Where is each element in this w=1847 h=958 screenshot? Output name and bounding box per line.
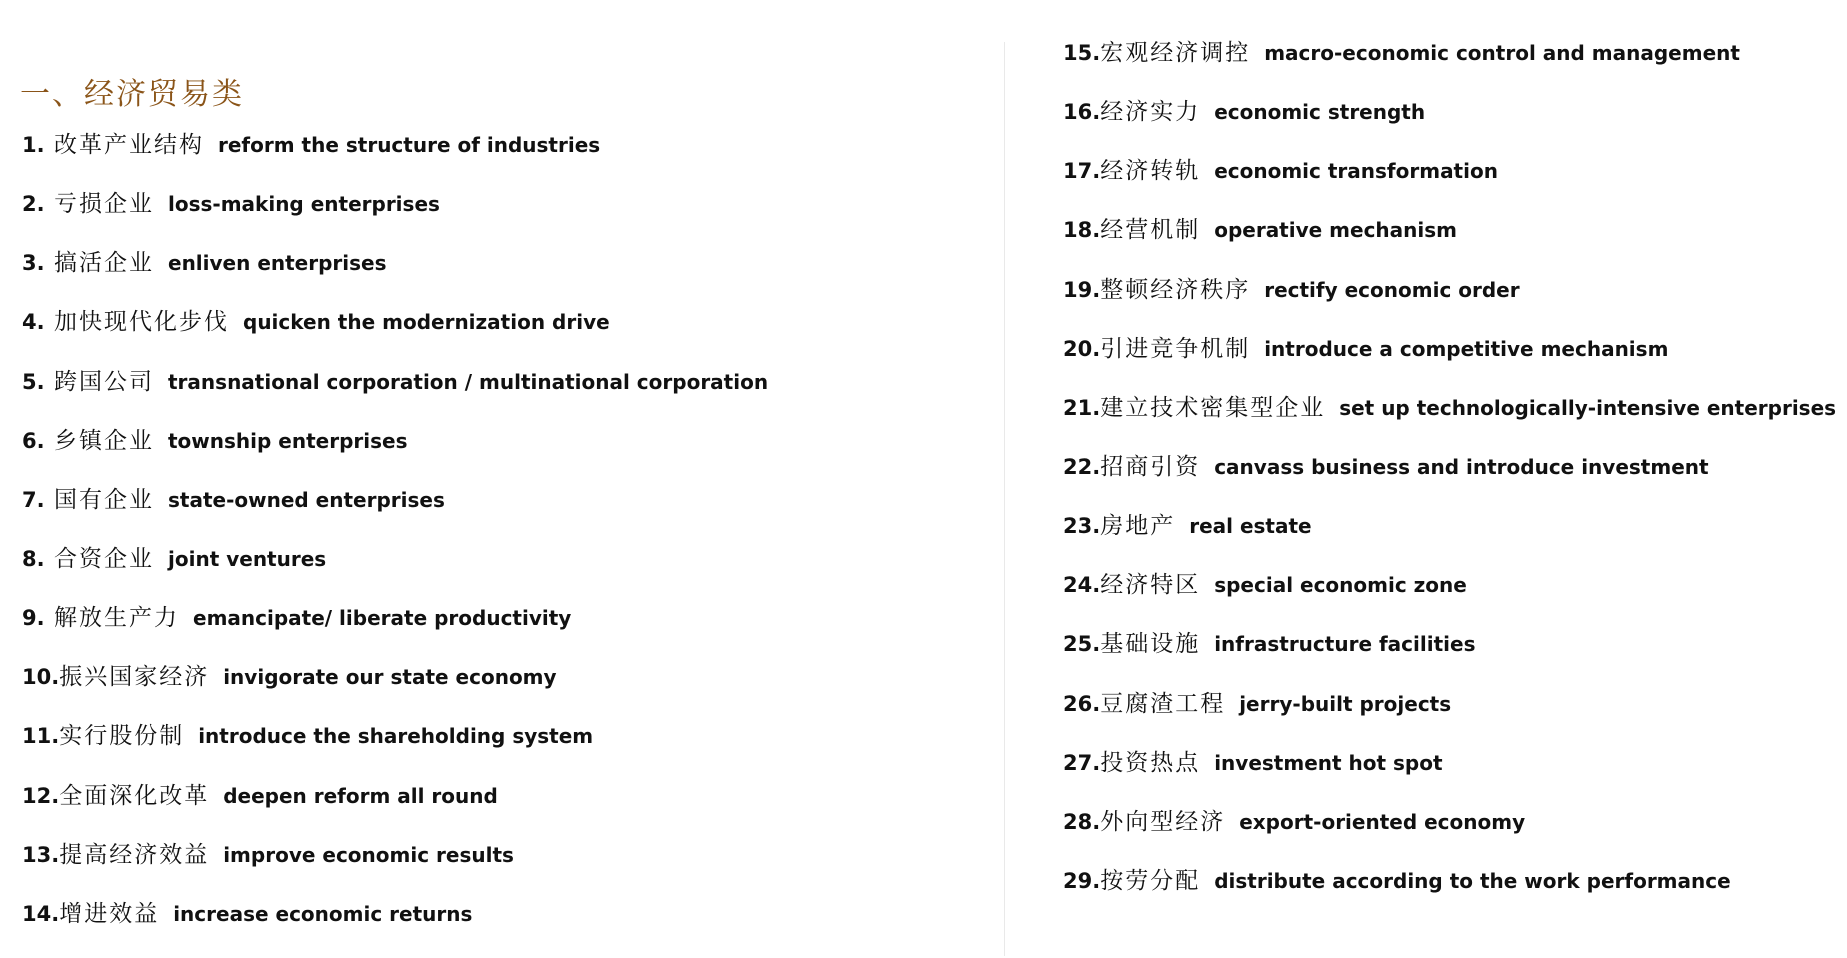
term-number: 14. [22, 901, 60, 926]
term-item [1063, 570, 1836, 629]
term-english: increase economic returns [173, 901, 473, 926]
term-english: economic transformation [1214, 159, 1498, 184]
term-item [22, 367, 768, 426]
term-number: 8. [22, 546, 45, 571]
term-item [22, 662, 768, 721]
term-number: 15. [1063, 41, 1101, 65]
term-english: infrastructure facilities [1214, 632, 1476, 657]
term-chinese: 按劳分配 [1100, 867, 1201, 894]
term-number: 19. [1063, 277, 1101, 302]
term-english: canvass business and introduce investment [1214, 454, 1709, 479]
term-item [22, 603, 768, 662]
term-chinese: 建立技术密集型企业 [1100, 394, 1326, 421]
term-english: transnational corporation / multinational corporation [168, 369, 769, 394]
term-number: 27. [1063, 750, 1101, 775]
term-chinese: 整顿经济秩序 [1100, 276, 1251, 303]
term-english: macro-economic control and management [1264, 41, 1740, 65]
term-item [22, 189, 768, 248]
term-english: reform the structure of industries [218, 133, 601, 157]
term-english: introduce a competitive mechanism [1264, 336, 1669, 361]
term-english: introduce the shareholding system [198, 724, 594, 749]
term-number: 1. [22, 133, 45, 157]
term-chinese: 改革产业结构 [54, 132, 204, 158]
term-english: export-oriented economy [1239, 809, 1526, 834]
term-number: 29. [1063, 868, 1101, 893]
term-chinese: 经济转轨 [1100, 158, 1201, 185]
term-item [1063, 38, 1836, 97]
term-chinese: 国有企业 [54, 486, 154, 513]
term-chinese: 增进效益 [59, 900, 160, 927]
term-chinese: 经营机制 [1100, 217, 1201, 244]
term-number: 5. [22, 369, 45, 394]
term-list-right [1063, 38, 1836, 925]
term-item [22, 721, 768, 780]
term-english: loss-making enterprises [168, 192, 440, 217]
term-chinese: 经济实力 [1100, 99, 1201, 126]
term-english: distribute according to the work performance [1214, 868, 1731, 893]
term-item [1063, 866, 1836, 925]
term-chinese: 招商引资 [1100, 453, 1201, 480]
term-number: 11. [22, 724, 60, 749]
term-item [1063, 97, 1836, 156]
term-number: 4. [22, 310, 45, 335]
term-chinese: 亏损企业 [54, 191, 154, 218]
term-item [1063, 215, 1836, 274]
term-chinese: 解放生产力 [54, 605, 179, 632]
term-item [1063, 452, 1836, 511]
term-item [1063, 807, 1836, 866]
term-chinese: 搞活企业 [54, 250, 154, 277]
term-english: quicken the modernization drive [243, 310, 610, 335]
term-number: 18. [1063, 218, 1101, 243]
term-item [1063, 334, 1836, 393]
term-number: 26. [1063, 691, 1101, 716]
term-english: set up technologically-intensive enterprises [1339, 395, 1837, 420]
term-item [22, 426, 768, 485]
term-item [1063, 393, 1836, 452]
term-chinese: 提高经济效益 [59, 841, 210, 868]
term-number: 23. [1063, 514, 1101, 539]
term-chinese: 振兴国家经济 [59, 664, 210, 691]
term-item [1063, 511, 1836, 570]
term-item [22, 248, 768, 307]
term-number: 28. [1063, 809, 1101, 834]
term-english: improve economic results [223, 842, 514, 867]
term-chinese: 宏观经济调控 [1100, 40, 1251, 66]
term-chinese: 实行股份制 [59, 723, 185, 750]
term-item [22, 899, 768, 958]
term-english: jerry-built projects [1239, 691, 1452, 716]
term-number: 6. [22, 428, 45, 453]
term-number: 25. [1063, 632, 1101, 657]
term-english: rectify economic order [1264, 277, 1520, 302]
term-item [1063, 748, 1836, 807]
term-number: 3. [22, 251, 45, 276]
term-number: 17. [1063, 159, 1101, 184]
term-item [1063, 689, 1836, 748]
term-english: investment hot spot [1214, 750, 1443, 775]
term-number: 21. [1063, 395, 1101, 420]
term-item [22, 307, 768, 366]
term-item [22, 485, 768, 544]
section-title: 一、经济贸易类 [20, 77, 244, 113]
term-english: invigorate our state economy [223, 665, 557, 690]
term-english: enliven enterprises [168, 251, 387, 276]
term-item [1063, 156, 1836, 215]
term-number: 22. [1063, 454, 1101, 479]
term-item [1063, 275, 1836, 334]
term-number: 7. [22, 487, 45, 512]
term-item [22, 840, 768, 899]
term-number: 13. [22, 842, 60, 867]
term-chinese: 基础设施 [1100, 631, 1201, 658]
term-english: township enterprises [168, 428, 408, 453]
term-english: joint ventures [168, 546, 327, 571]
term-chinese: 外向型经济 [1100, 808, 1226, 835]
term-english: state-owned enterprises [168, 487, 445, 512]
term-chinese: 全面深化改革 [59, 782, 210, 809]
term-chinese: 引进竞争机制 [1100, 335, 1251, 362]
term-chinese: 合资企业 [54, 545, 154, 572]
column-divider [1004, 42, 1005, 956]
term-chinese: 经济特区 [1100, 572, 1201, 599]
term-item [22, 544, 768, 603]
term-number: 10. [22, 665, 60, 690]
term-number: 12. [22, 783, 60, 808]
term-number: 9. [22, 606, 45, 631]
term-chinese: 豆腐渣工程 [1100, 690, 1226, 717]
term-item [1063, 629, 1836, 688]
term-number: 16. [1063, 100, 1101, 125]
term-chinese: 跨国公司 [54, 368, 154, 395]
term-list-left [22, 130, 768, 958]
term-english: operative mechanism [1214, 218, 1457, 243]
term-item [22, 781, 768, 840]
term-chinese: 乡镇企业 [54, 427, 154, 454]
term-english: emancipate/ liberate productivity [193, 606, 572, 631]
term-english: deepen reform all round [223, 783, 498, 808]
term-english: real estate [1189, 514, 1312, 539]
term-english: special economic zone [1214, 573, 1467, 598]
term-number: 20. [1063, 336, 1101, 361]
term-chinese: 房地产 [1100, 513, 1176, 540]
term-number: 2. [22, 192, 45, 217]
term-chinese: 投资热点 [1100, 749, 1201, 776]
term-chinese: 加快现代化步伐 [54, 309, 229, 336]
term-item [22, 130, 768, 189]
term-number: 24. [1063, 573, 1101, 598]
term-english: economic strength [1214, 100, 1426, 125]
